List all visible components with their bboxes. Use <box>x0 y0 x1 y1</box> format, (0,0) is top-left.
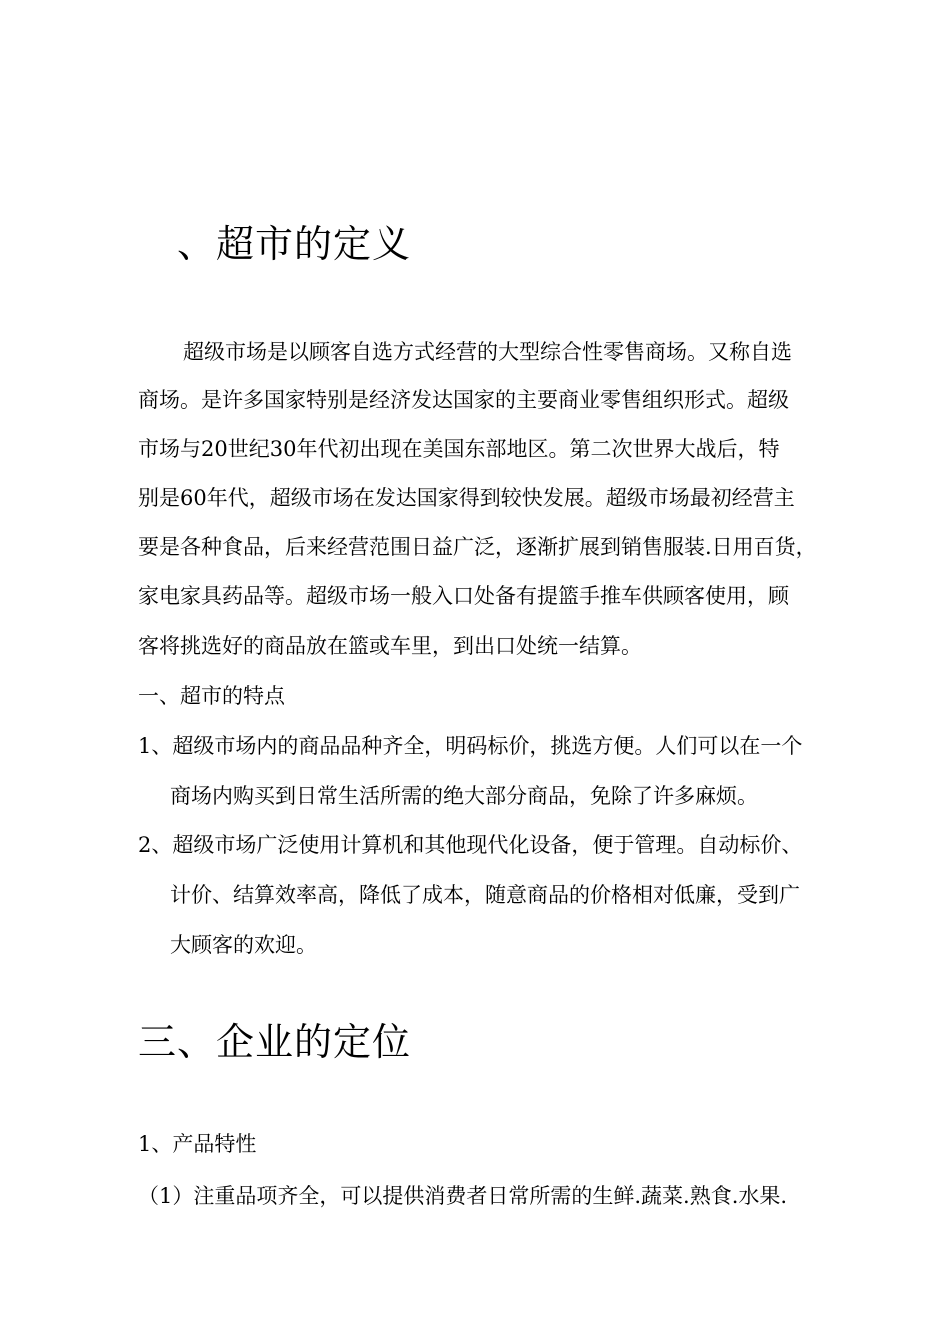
section-heading-enterprise-positioning: 三、企业的定位 <box>138 1020 412 1064</box>
paragraph-line: 超级市场是以顾客自选方式经营的大型综合性零售商场。又称自选 <box>183 340 792 364</box>
paragraph-line: 要是各种食品，后来经营范围日益广泛，逐渐扩展到销售服装.日用百货， <box>138 535 817 559</box>
paragraph-line: 家电家具药品等。超级市场一般入口处备有提篮手推车供顾客使用，顾 <box>138 584 789 608</box>
list-item-line: （1）注重品项齐全，可以提供消费者日常所需的生鲜.蔬菜.熟食.水果. <box>138 1184 788 1208</box>
list-item-line: 计价、结算效率高，降低了成本，随意商品的价格相对低廉，受到广 <box>170 883 800 907</box>
list-item-line: 商场内购买到日常生活所需的绝大部分商品，免除了许多麻烦。 <box>170 784 758 808</box>
list-item-line: 1、超级市场内的商品品种齐全，明码标价，挑选方便。人们可以在一个 <box>138 734 803 758</box>
paragraph-line: 市场与20世纪30年代初出现在美国东部地区。第二次世界大战后，特 <box>138 437 780 461</box>
list-item-line: 大顾客的欢迎。 <box>170 933 317 957</box>
paragraph-line: 商场。是许多国家特别是经济发达国家的主要商业零售组织形式。超级 <box>138 388 789 412</box>
section-heading-supermarket-definition: 、超市的定义 <box>177 222 412 266</box>
paragraph-line: 别是60年代，超级市场在发达国家得到较快发展。超级市场最初经营主 <box>138 486 795 510</box>
list-item-line: 2、超级市场广泛使用计算机和其他现代化设备，便于管理。自动标价、 <box>138 833 803 857</box>
subsection-heading-product-features: 1、产品特性 <box>138 1132 257 1156</box>
paragraph-line: 客将挑选好的商品放在篮或车里，到出口处统一结算。 <box>138 634 642 658</box>
subsection-heading-features: 一、超市的特点 <box>138 684 285 708</box>
